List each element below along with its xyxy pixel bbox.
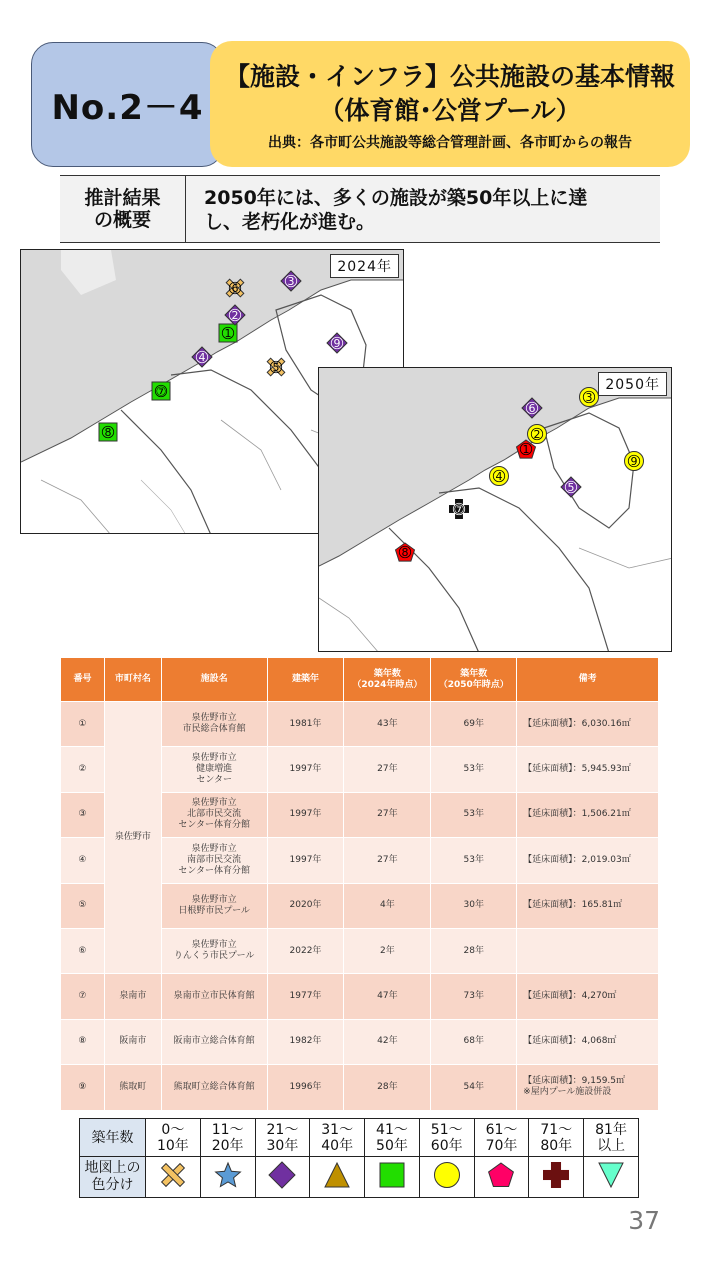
svg-text:⑦: ⑦ [155,384,167,399]
row-remarks: 【延床面積】：4,068㎡ [517,1019,659,1064]
map-2024-marker-2 [224,304,246,326]
svg-text:2: 2 [533,427,541,441]
row-number: ① [61,702,105,747]
row-municipality: 泉佐野市 [104,702,161,974]
row-number: ② [61,747,105,792]
summary-text [186,176,660,242]
row-age-2050: 28年 [431,928,517,973]
summary-heading-line2: の概要 [93,209,151,231]
header-built-year: 建築年 [267,658,344,702]
row-facility-name: 阪南市立総合体育館 [161,1019,267,1064]
row-number: ⑦ [61,974,105,1019]
svg-text:2: 2 [231,308,239,322]
svg-text:4: 4 [495,469,503,483]
page-number: 37 [628,1206,660,1235]
header-municipality: 市町村名 [104,658,161,702]
map-2050-marker-2 [526,423,548,445]
map-2050-year-label: 2050年 [598,372,667,396]
row-municipality: 泉南市 [104,974,161,1019]
row-remarks: 【延床面積】：5,945.93㎡ [517,747,659,792]
map-2024-marker-5 [265,356,287,378]
legend-age-range: 71～ 80年 [529,1119,584,1157]
row-age-2024: 42年 [344,1019,431,1064]
slide-number-box [31,42,224,167]
row-facility-name: 泉佐野市立 南部市民交流 センター体育分館 [161,838,267,883]
map-2050-marker-5 [560,476,582,498]
row-built-year: 1996年 [267,1065,344,1110]
legend-table [79,1118,639,1198]
row-age-2050: 30年 [431,883,517,928]
row-age-2024: 27年 [344,838,431,883]
svg-text:4: 4 [198,350,206,364]
legend-age-range: 51～ 60年 [419,1119,474,1157]
row-age-2050: 69年 [431,702,517,747]
row-built-year: 1982年 [267,1019,344,1064]
row-facility-name: 泉佐野市立 りんくう市民プール [161,928,267,973]
header-age-2050: 築年数 （2050年時点） [431,658,517,702]
row-number: ④ [61,838,105,883]
row-built-year: 1981年 [267,702,344,747]
row-number: ⑤ [61,883,105,928]
row-age-2024: 2年 [344,928,431,973]
title-line1: 【施設・インフラ】公共施設の基本情報 [224,62,675,91]
row-age-2024: 4年 [344,883,431,928]
map-2050-marker-9 [623,450,645,472]
legend-age-range: 61～ 70年 [474,1119,529,1157]
map-2024-marker-6 [224,277,246,299]
svg-text:1: 1 [224,326,232,340]
row-number: ⑧ [61,1019,105,1064]
map-2050 [318,367,672,652]
row-facility-name: 泉佐野市立 市民総合体育館 [161,702,267,747]
svg-text:9: 9 [630,454,638,468]
summary-text-line2: し、老朽化が進む。 [204,211,376,233]
slide-number: No.2－4 [51,88,204,128]
row-built-year: 1997年 [267,792,344,837]
map-2050-marker-6 [521,397,543,419]
svg-text:6: 6 [528,401,536,415]
title-line2: （体育館･公営プール） [319,96,581,125]
row-facility-name: 熊取町立総合体育館 [161,1065,267,1110]
row-age-2050: 53年 [431,792,517,837]
map-2050-marker-7 [448,498,470,520]
row-age-2050: 73年 [431,974,517,1019]
row-built-year: 2022年 [267,928,344,973]
row-number: ⑨ [61,1065,105,1110]
header-remarks: 備考 [517,658,659,702]
row-remarks: 【延床面積】：4,270㎡ [517,974,659,1019]
legend-pentagon-icon [474,1157,529,1198]
summary-heading-line1: 推計結果 [84,187,161,209]
row-age-2024: 47年 [344,974,431,1019]
legend-age-range: 0～ 10年 [146,1119,201,1157]
legend-age-range: 31～ 40年 [310,1119,365,1157]
svg-text:3: 3 [287,274,295,288]
legend-age-heading: 築年数 [80,1119,146,1157]
map-2024-marker-8 [97,421,119,443]
legend-age-row [80,1119,639,1157]
svg-text:3: 3 [585,390,593,404]
summary-heading [60,176,186,242]
header-facility-name: 施設名 [161,658,267,702]
table-row [61,1065,659,1110]
row-remarks: 【延床面積】：165.81㎡ [517,883,659,928]
row-remarks: 【延床面積】：1,506.21㎡ [517,792,659,837]
legend-shape-row [80,1157,639,1198]
row-remarks [517,928,659,973]
map-2024-marker-7 [150,380,172,402]
map-2050-marker-3 [578,386,600,408]
svg-text:5: 5 [567,480,575,494]
summary-box [60,175,660,243]
summary-text-line1: 2050年には、多くの施設が築50年以上に達 [204,187,588,209]
legend-circle-icon [419,1157,474,1198]
svg-text:6: 6 [231,281,239,295]
title-box [210,41,690,167]
row-municipality: 阪南市 [104,1019,161,1064]
facility-table [60,657,659,1111]
row-age-2050: 68年 [431,1019,517,1064]
legend-age-range: 81年 以上 [584,1119,639,1157]
legend-age-range: 21～ 30年 [255,1119,310,1157]
row-age-2050: 54年 [431,1065,517,1110]
row-municipality: 熊取町 [104,1065,161,1110]
row-built-year: 2020年 [267,883,344,928]
map-2050-marker-4 [488,465,510,487]
row-facility-name: 泉南市立市民体育館 [161,974,267,1019]
svg-text:1: 1 [522,442,530,456]
table-row [61,1019,659,1064]
row-built-year: 1977年 [267,974,344,1019]
map-2050-marker-8 [394,541,416,563]
svg-text:8: 8 [104,425,112,439]
map-2050-drawing [319,368,672,652]
svg-text:5: 5 [272,360,280,374]
map-2024-marker-3 [280,270,302,292]
legend-cross-icon [146,1157,201,1198]
legend-plus-icon [529,1157,584,1198]
row-age-2024: 43年 [344,702,431,747]
row-age-2024: 27年 [344,747,431,792]
row-number: ⑥ [61,928,105,973]
header-age-2024: 築年数 （2024年時点） [344,658,431,702]
legend-age-range: 41～ 50年 [365,1119,420,1157]
row-number: ③ [61,792,105,837]
svg-text:8: 8 [401,545,409,559]
legend-square-icon [365,1157,420,1198]
row-remarks: 【延床面積】：9,159.5㎡ ※屋内プール施設併設 [517,1065,659,1110]
row-built-year: 1997年 [267,747,344,792]
row-built-year: 1997年 [267,838,344,883]
source-text: 出典：各市町公共施設等総合管理計画、各市町からの報告 [268,135,632,151]
table-header-row [61,658,659,702]
row-age-2050: 53年 [431,838,517,883]
map-2024-marker-9 [326,332,348,354]
row-remarks: 【延床面積】：2,019.03㎡ [517,838,659,883]
legend-invtriangle-icon [584,1157,639,1198]
row-age-2024: 27年 [344,792,431,837]
row-facility-name: 泉佐野市立 北部市民交流 センター体育分館 [161,792,267,837]
header-number: 番号 [61,658,105,702]
row-age-2050: 53年 [431,747,517,792]
legend-diamond-icon [255,1157,310,1198]
legend-star-icon [200,1157,255,1198]
row-facility-name: 泉佐野市立 健康増進 センター [161,747,267,792]
table-row [61,974,659,1019]
map-2024-marker-4 [191,346,213,368]
svg-text:9: 9 [333,336,341,350]
row-age-2024: 28年 [344,1065,431,1110]
legend-age-range: 11～ 20年 [200,1119,255,1157]
row-remarks: 【延床面積】：6,030.16㎡ [517,702,659,747]
legend-triangle-icon [310,1157,365,1198]
table-row [61,702,659,747]
map-2024-year-label: 2024年 [330,254,399,278]
row-facility-name: 泉佐野市立 日根野市民プール [161,883,267,928]
svg-text:⑦: ⑦ [453,502,465,517]
legend-shape-heading: 地図上の 色分け [80,1157,146,1198]
